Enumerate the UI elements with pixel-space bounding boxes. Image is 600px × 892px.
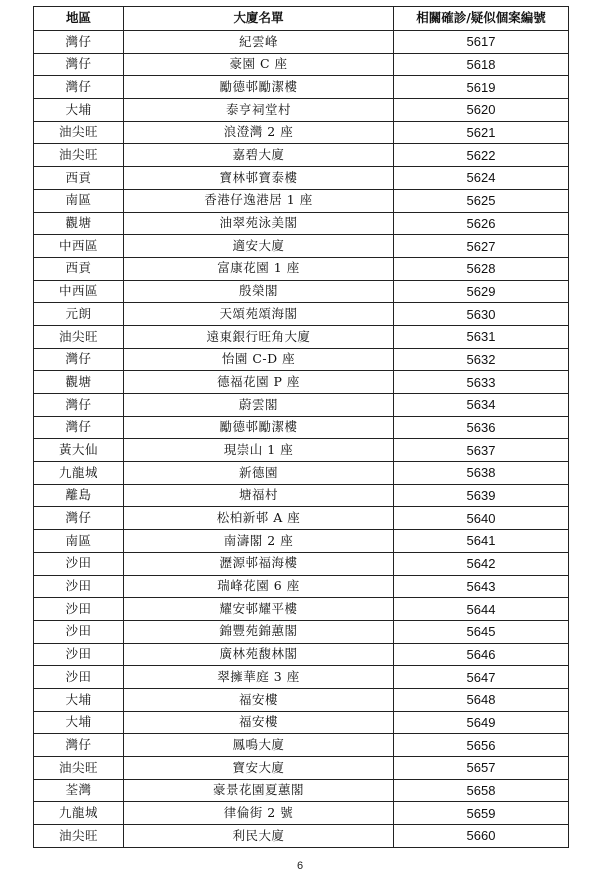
table-row <box>34 121 569 144</box>
page-number: 6 <box>296 860 304 872</box>
case-number-cell: 5658 <box>394 779 569 802</box>
district-cell: 沙田 <box>34 575 124 598</box>
case-number-cell: 5627 <box>394 235 569 258</box>
district-cell: 元朗 <box>34 303 124 326</box>
table-row <box>34 439 569 462</box>
table-row <box>34 802 569 825</box>
case-number-cell: 5622 <box>394 144 569 167</box>
table-row <box>34 99 569 122</box>
building-name-cell: 南濤閣 2 座 <box>124 530 394 553</box>
district-cell: 油尖旺 <box>34 121 124 144</box>
table-row <box>34 394 569 417</box>
building-name-cell: 福安樓 <box>124 688 394 711</box>
case-number-cell: 5620 <box>394 99 569 122</box>
table-row <box>34 825 569 848</box>
building-name-cell: 寶林邨寶泰樓 <box>124 167 394 190</box>
district-cell: 南區 <box>34 530 124 553</box>
table-row <box>34 76 569 99</box>
district-cell: 西貢 <box>34 257 124 280</box>
case-number-cell: 5618 <box>394 53 569 76</box>
table-row <box>34 530 569 553</box>
district-cell: 沙田 <box>34 552 124 575</box>
district-cell: 西貢 <box>34 167 124 190</box>
case-number-cell: 5641 <box>394 530 569 553</box>
table-body <box>34 31 569 848</box>
district-cell: 九龍城 <box>34 802 124 825</box>
building-name-cell: 錦豐苑錦蕙閣 <box>124 620 394 643</box>
building-name-cell: 浪澄灣 2 座 <box>124 121 394 144</box>
case-number-cell: 5639 <box>394 484 569 507</box>
district-cell: 沙田 <box>34 666 124 689</box>
table-row <box>34 189 569 212</box>
building-name-cell: 律倫街 2 號 <box>124 802 394 825</box>
table-row <box>34 507 569 530</box>
building-name-cell: 嘉碧大廈 <box>124 144 394 167</box>
district-cell: 大埔 <box>34 711 124 734</box>
header-row <box>34 7 569 31</box>
district-cell: 灣仔 <box>34 31 124 54</box>
table-row <box>34 53 569 76</box>
table-row <box>34 779 569 802</box>
case-number-cell: 5625 <box>394 189 569 212</box>
table-row <box>34 734 569 757</box>
district-cell: 觀塘 <box>34 212 124 235</box>
building-name-cell: 瑞峰花園 6 座 <box>124 575 394 598</box>
case-number-cell: 5657 <box>394 757 569 780</box>
district-cell: 荃灣 <box>34 779 124 802</box>
district-cell: 沙田 <box>34 643 124 666</box>
building-name-cell: 新德園 <box>124 462 394 485</box>
case-number-cell: 5638 <box>394 462 569 485</box>
table-row <box>34 643 569 666</box>
building-name-cell: 福安樓 <box>124 711 394 734</box>
building-name-cell: 富康花園 1 座 <box>124 257 394 280</box>
building-name-cell: 紀雲峰 <box>124 31 394 54</box>
table-row <box>34 598 569 621</box>
building-column-header: 大廈名單 <box>124 7 394 31</box>
case-number-cell: 5619 <box>394 76 569 99</box>
district-cell: 油尖旺 <box>34 325 124 348</box>
table-row <box>34 688 569 711</box>
district-column-header: 地區 <box>34 7 124 31</box>
table-row <box>34 144 569 167</box>
district-cell: 中西區 <box>34 235 124 258</box>
case-number-cell: 5649 <box>394 711 569 734</box>
building-name-cell: 豪園 C 座 <box>124 53 394 76</box>
case-number-cell: 5660 <box>394 825 569 848</box>
case-number-cell: 5640 <box>394 507 569 530</box>
case-number-cell: 5632 <box>394 348 569 371</box>
building-name-cell: 德福花園 P 座 <box>124 371 394 394</box>
district-cell: 沙田 <box>34 620 124 643</box>
building-name-cell: 廣林苑馥林閣 <box>124 643 394 666</box>
case-number-cell: 5647 <box>394 666 569 689</box>
district-cell: 中西區 <box>34 280 124 303</box>
table-row <box>34 666 569 689</box>
case-number-cell: 5643 <box>394 575 569 598</box>
case-number-cell: 5628 <box>394 257 569 280</box>
table-header <box>34 7 569 31</box>
table-row <box>34 575 569 598</box>
table-row <box>34 348 569 371</box>
building-name-cell: 耀安邨耀平樓 <box>124 598 394 621</box>
building-name-cell: 天頌苑頌海閣 <box>124 303 394 326</box>
district-cell: 油尖旺 <box>34 144 124 167</box>
district-cell: 灣仔 <box>34 734 124 757</box>
case-number-cell: 5626 <box>394 212 569 235</box>
building-name-cell: 松柏新邨 A 座 <box>124 507 394 530</box>
table-row <box>34 484 569 507</box>
district-cell: 灣仔 <box>34 416 124 439</box>
building-name-cell: 塘福村 <box>124 484 394 507</box>
case-number-column-header: 相關確診/疑似個案編號 <box>394 7 569 31</box>
district-cell: 大埔 <box>34 688 124 711</box>
case-number-cell: 5624 <box>394 167 569 190</box>
building-name-cell: 蔚雲閣 <box>124 394 394 417</box>
district-cell: 離島 <box>34 484 124 507</box>
case-number-cell: 5631 <box>394 325 569 348</box>
table-row <box>34 167 569 190</box>
district-cell: 觀塘 <box>34 371 124 394</box>
building-name-cell: 利民大廈 <box>124 825 394 848</box>
table-row <box>34 552 569 575</box>
table-row <box>34 325 569 348</box>
table-row <box>34 212 569 235</box>
building-name-cell: 怡園 C-D 座 <box>124 348 394 371</box>
table-row <box>34 416 569 439</box>
building-name-cell: 寶安大廈 <box>124 757 394 780</box>
district-cell: 灣仔 <box>34 53 124 76</box>
table-row <box>34 257 569 280</box>
district-cell: 灣仔 <box>34 507 124 530</box>
table-row <box>34 235 569 258</box>
district-cell: 大埔 <box>34 99 124 122</box>
case-number-cell: 5656 <box>394 734 569 757</box>
case-number-cell: 5633 <box>394 371 569 394</box>
case-number-cell: 5636 <box>394 416 569 439</box>
table-row <box>34 31 569 54</box>
case-number-cell: 5642 <box>394 552 569 575</box>
district-cell: 油尖旺 <box>34 825 124 848</box>
case-number-cell: 5644 <box>394 598 569 621</box>
building-name-cell: 鳳鳴大廈 <box>124 734 394 757</box>
building-name-cell: 豪景花園夏蕙閣 <box>124 779 394 802</box>
case-number-cell: 5659 <box>394 802 569 825</box>
building-name-cell: 勵德邨勵潔樓 <box>124 76 394 99</box>
district-cell: 九龍城 <box>34 462 124 485</box>
building-name-cell: 瀝源邨福海樓 <box>124 552 394 575</box>
building-name-cell: 現崇山 1 座 <box>124 439 394 462</box>
case-number-cell: 5617 <box>394 31 569 54</box>
district-cell: 油尖旺 <box>34 757 124 780</box>
table-row <box>34 371 569 394</box>
district-cell: 沙田 <box>34 598 124 621</box>
district-cell: 灣仔 <box>34 76 124 99</box>
table-row <box>34 303 569 326</box>
case-number-cell: 5629 <box>394 280 569 303</box>
case-number-cell: 5646 <box>394 643 569 666</box>
building-name-cell: 殷榮閣 <box>124 280 394 303</box>
district-cell: 灣仔 <box>34 394 124 417</box>
building-name-cell: 勵德邨勵潔樓 <box>124 416 394 439</box>
building-name-cell: 翠擁華庭 3 座 <box>124 666 394 689</box>
district-cell: 南區 <box>34 189 124 212</box>
district-cell: 灣仔 <box>34 348 124 371</box>
building-name-cell: 香港仔逸港居 1 座 <box>124 189 394 212</box>
table-row <box>34 620 569 643</box>
case-number-cell: 5648 <box>394 688 569 711</box>
case-number-cell: 5645 <box>394 620 569 643</box>
district-cell: 黃大仙 <box>34 439 124 462</box>
building-name-cell: 泰亨祠堂村 <box>124 99 394 122</box>
case-number-cell: 5637 <box>394 439 569 462</box>
table-row <box>34 711 569 734</box>
table-row <box>34 462 569 485</box>
case-number-cell: 5621 <box>394 121 569 144</box>
building-list-table <box>33 6 569 848</box>
case-number-cell: 5630 <box>394 303 569 326</box>
building-name-cell: 油翠苑泳美閣 <box>124 212 394 235</box>
table-row <box>34 757 569 780</box>
building-name-cell: 遠東銀行旺角大廈 <box>124 325 394 348</box>
table-row <box>34 280 569 303</box>
building-name-cell: 適安大廈 <box>124 235 394 258</box>
case-number-cell: 5634 <box>394 394 569 417</box>
